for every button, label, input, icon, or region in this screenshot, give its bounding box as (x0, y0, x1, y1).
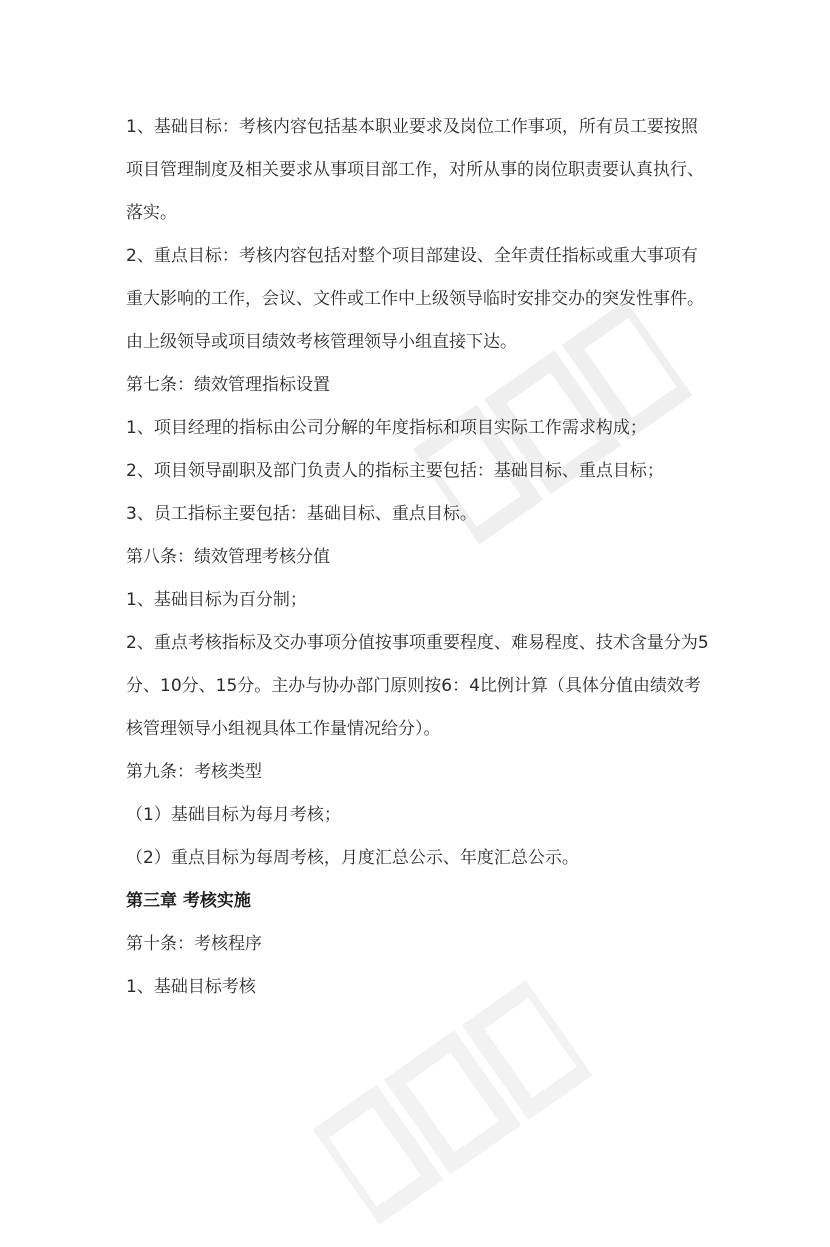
article-9-heading: 第九条：考核类型 (126, 762, 262, 782)
list-item: 1、基础目标为百分制； (126, 590, 307, 610)
document-body (126, 106, 714, 1009)
list-item: 2、项目领导副职及部门负责人的指标主要包括：基础目标、重点目标； (126, 461, 664, 481)
watermark-graphic (312, 979, 594, 1226)
list-item: 3、员工指标主要包括：基础目标、重点目标。 (126, 504, 477, 524)
list-item: 1、项目经理的指标由公司分解的年度指标和项目实际工作需求构成； (126, 418, 647, 438)
list-item: 2、重点考核指标及交办事项分值按事项重要程度、难易程度、技术含量分为5分、10分、15分。主办与协办部门原则按6：4比例计算（具体分值由绩效考核管理领导小组视具体工作量情况给分）。 (126, 633, 709, 739)
paragraph-basic-target: 1、基础目标：考核内容包括基本职业要求及岗位工作事项，所有员工要按照项目管理制度及相关要求从事项目部工作，对所从事的岗位职责要认真执行、落实。 (126, 117, 704, 223)
list-item: （2）重点目标为每周考核，月度汇总公示、年度汇总公示。 (126, 848, 579, 868)
article-8-heading: 第八条：绩效管理考核分值 (126, 547, 330, 567)
list-item: （1）基础目标为每月考核； (126, 805, 341, 825)
article-7-heading: 第七条：绩效管理指标设置 (126, 375, 330, 395)
paragraph-key-target: 2、重点目标：考核内容包括对整个项目部建设、全年责任指标或重大事项有重大影响的工作，会议、文件或工作中上级领导临时安排交办的突发性事件。由上级领导或项目绩效考核管理领导小组直接下达。 (126, 246, 704, 352)
chapter-3-heading: 第三章 考核实施 (126, 891, 251, 911)
article-10-heading: 第十条：考核程序 (126, 934, 262, 954)
watermark (312, 979, 609, 1247)
list-item: 1、基础目标考核 (126, 977, 256, 997)
